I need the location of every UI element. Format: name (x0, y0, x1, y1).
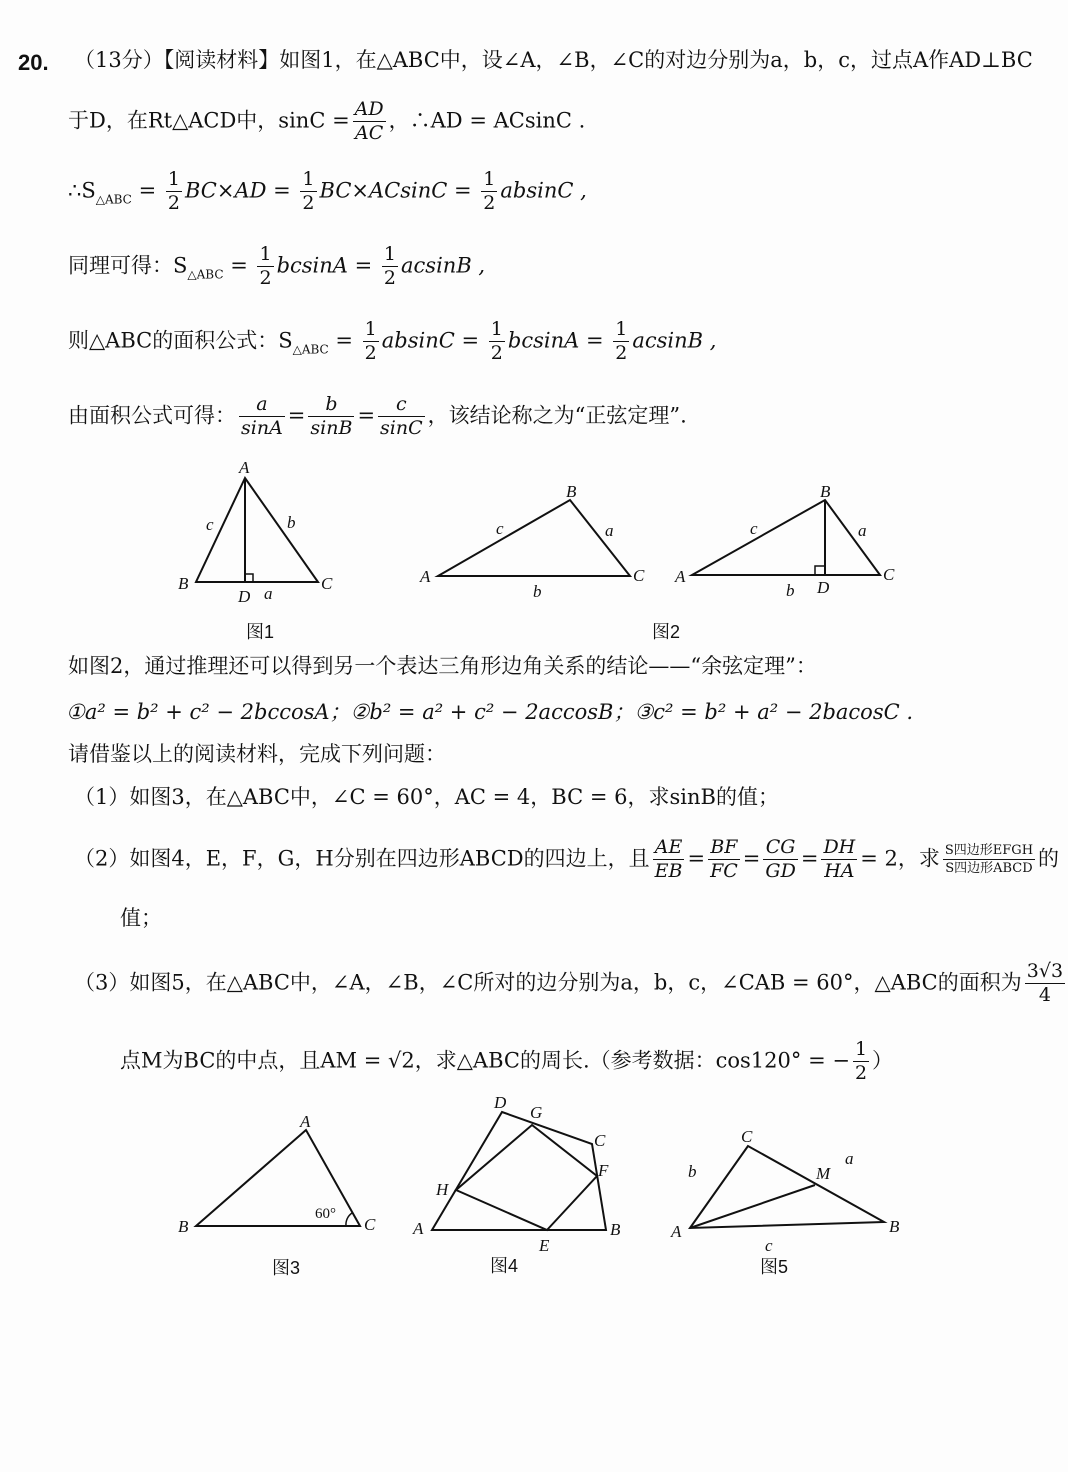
frac-den: 2 (490, 341, 503, 364)
fig4-quadrilateral (432, 1112, 609, 1230)
p2-mid: = 2，求 (860, 846, 940, 871)
problem-2-cont: 值； (120, 906, 162, 930)
fig4-label-g: G (530, 1103, 543, 1122)
line3-eq: = (138, 178, 157, 203)
frac-den: sinB (310, 416, 353, 439)
fig1-caption: 图1 (246, 622, 275, 642)
fig2-label-c-vertex: C (633, 566, 645, 585)
frac-num: 3√3 (1026, 960, 1064, 982)
p3-line2-pre: 点M为BC的中点，且AM = √2，求△ABC的周长.（参考数据：cos120° = − (120, 1048, 850, 1073)
fig2b-label-side-b: b (786, 581, 795, 600)
line-similar-result: 同理可得：$S_{\triangle ABC}$ = $\frac{1}{2}$ bcsinA = $\frac{1}{2}$ acsinB , (68, 243, 486, 289)
problem-2: （2）如图4，E，F，G，H分别在四边形ABCD的四边上，且 $\frac{AE}{EB}$ = $\frac{BF}{FC}$ = $\frac{CG}{GD}$ = $\frac{DH}{HA}$ = 2，求 $\frac{\text{S四边形EFGH}}{\text{S四边形ABCD}}$ 的 (74, 836, 1060, 882)
fig5-label-side-c: c (765, 1236, 773, 1255)
cosine-intro: 如图2，通过推理还可以得到另一个表达三角形边角关系的结论——“余弦定理”： (68, 654, 817, 678)
frac-den: 2 (854, 1061, 868, 1084)
fig2-label-side-b: b (533, 582, 542, 601)
fig3-label-a: A (300, 1112, 311, 1131)
frac-num: c (378, 395, 425, 417)
p2-pre: （2）如图4，E，F，G，H分别在四边形ABCD的四边上，且 (74, 846, 650, 871)
line4-pre: 同理可得：S (68, 253, 188, 278)
frac-den: HA (824, 859, 855, 882)
fig2-label-side-a: a (605, 521, 614, 540)
frac-den: 2 (167, 191, 180, 214)
frac-den: S四边形ABCD (945, 860, 1033, 876)
fig1-label-a-vertex: A (239, 458, 250, 477)
p2-post: 的 (1038, 846, 1060, 871)
p3-pre: （3）如图5，在△ABC中，∠A，∠B，∠C所对的边分别为a，b，c，∠CAB = 60°，△ABC的面积为 (74, 970, 1022, 995)
fig1-label-side-b: b (287, 513, 296, 532)
fig2b-label-side-a: a (858, 521, 867, 540)
line5-sub: △ABC (292, 342, 329, 357)
fig1-label-b-vertex: B (178, 574, 189, 593)
line6-post: ，该结论称之为“正弦定理”. (427, 403, 687, 428)
question-number: 20. (18, 50, 49, 75)
fig1-label-side-c: c (206, 515, 214, 534)
fig1-label-side-a: a (264, 584, 273, 603)
fig4-label-c: C (594, 1131, 606, 1150)
p3-line2-post: ） (872, 1048, 894, 1073)
frac-den: EB (654, 859, 683, 882)
line-sine-law: 由面积公式可得： $\frac{a}{\sin A}$ = $\frac{b}{\sin B}$ = $\frac{c}{\sin C}$ ，该结论称之为“正弦定理”. (68, 393, 687, 439)
frac-num: 1 (383, 243, 397, 265)
line3-t2: BC×ACsinC = (319, 178, 472, 203)
fig3-angle-arc (346, 1213, 352, 1226)
frac-num: 1 (483, 168, 496, 190)
fig2b-label-b-vertex: B (820, 482, 831, 501)
frac-num: 1 (302, 168, 315, 190)
fig1-label-c-vertex: C (321, 574, 333, 593)
line3-sub: △ABC (95, 192, 132, 207)
fig5-label-side-b: b (688, 1162, 697, 1181)
frac-den: 2 (364, 341, 377, 364)
frac-den: 2 (259, 266, 272, 289)
frac-num: 1 (364, 318, 377, 340)
fig5-label-a: A (671, 1222, 682, 1241)
cosine-law: ①a² = b² + c² − 2bccosA；②b² = a² + c² − 2accosB；③c² = b² + a² − 2bacosC . (66, 700, 914, 724)
frac-num: 1 (615, 318, 628, 340)
frac-den: sinA (241, 416, 283, 439)
line3-t1: BC×AD = (184, 178, 291, 203)
line5-t2: bcsinA = (507, 328, 604, 353)
frac-num: 1 (259, 243, 272, 265)
line-area-formula: 则△ABC的面积公式：$S_{\triangle ABC}$ = $\frac{1}{2}$ absinC = $\frac{1}{2}$ bcsinA = $\frac{1}{2}$ acsinB , (68, 318, 717, 364)
line4-t2: acsinB , (401, 253, 486, 278)
fig3-label-c: C (364, 1215, 376, 1234)
frac-num: S四边形EFGH (944, 843, 1034, 859)
fig3-angle-label: 60° (315, 1206, 336, 1222)
frac-num: CG (763, 838, 797, 860)
frac-num: b (308, 395, 354, 417)
frac-num: 1 (490, 318, 503, 340)
fig4-label-b: B (610, 1220, 621, 1239)
fig2b-label-side-c: c (750, 519, 758, 538)
line5-t1: absinC = (381, 328, 480, 353)
fig5-label-side-a: a (845, 1149, 854, 1168)
line5-t3: acsinB , (632, 328, 717, 353)
frac-den: sinC (380, 416, 423, 439)
line2-post: ，∴AD = ACsinC . (388, 108, 586, 133)
line3-t3: absinC , (500, 178, 587, 203)
fig4-label-e: E (539, 1236, 550, 1255)
fig3-label-b: B (178, 1217, 189, 1236)
line3-pre: ∴S (68, 178, 96, 203)
fig4-label-d: D (494, 1093, 507, 1112)
line4-t1: bcsinA = (276, 253, 373, 278)
fig4-caption: 图4 (490, 1256, 519, 1276)
line4-sub: △ABC (187, 267, 224, 282)
frac-den: 2 (615, 341, 628, 364)
frac-num: AD (354, 98, 384, 120)
fig5-label-c: C (741, 1127, 753, 1146)
frac-num: AE (653, 838, 685, 860)
fig2b-label-a-vertex: A (675, 567, 686, 586)
fig2-label-a-vertex: A (420, 567, 431, 586)
fig3-caption: 图3 (272, 1258, 301, 1278)
fig4-label-f: F (598, 1161, 609, 1180)
fig5-triangle (690, 1146, 884, 1228)
fig2-label-side-c: c (496, 519, 504, 538)
fig2b-label-d: D (817, 578, 830, 597)
fig5-label-b: B (889, 1217, 900, 1236)
fig4-label-a: A (413, 1219, 424, 1238)
frac-num: a (239, 395, 285, 417)
figure-4 (432, 1112, 609, 1230)
frac-den: 4 (1038, 983, 1051, 1006)
fig5-median-am (690, 1185, 815, 1228)
frac-num: BF (708, 838, 740, 860)
fig2b-label-c-vertex: C (883, 565, 895, 584)
problem-1: （1）如图3，在△ABC中，∠C = 60°，AC = 4，BC = 6，求sinB的值； (74, 785, 779, 809)
frac-den: 2 (483, 191, 496, 214)
frac-num: DH (823, 836, 856, 858)
fig2-label-b-vertex: B (566, 482, 577, 501)
frac-num: 1 (854, 1038, 868, 1060)
figure-5 (690, 1146, 884, 1228)
fig4-inner-quadrilateral (456, 1125, 597, 1230)
fig1-label-d: D (238, 587, 251, 606)
line2-pre: 于D，在Rt△ACD中，sinC = (68, 108, 350, 133)
fig5-caption: 图5 (760, 1257, 789, 1277)
frac-den: 2 (302, 191, 315, 214)
frac-den: FC (710, 859, 738, 882)
instruction: 请借鉴以上的阅读材料，完成下列问题： (68, 742, 446, 766)
fig4-label-h: H (436, 1180, 449, 1199)
fig2-caption: 图2 (652, 622, 681, 642)
question-header: （13分）【阅读材料】如图1，在△ABC中，设∠A，∠B，∠C的对边分别为a，b，c，过点A作AD⊥BC (74, 48, 1033, 72)
line5-pre: 则△ABC的面积公式：S (68, 328, 293, 353)
frac-num: 1 (167, 168, 180, 190)
frac-den: GD (765, 859, 796, 882)
fig5-label-m: M (816, 1164, 831, 1183)
frac-den: 2 (383, 266, 397, 289)
frac-den: AC (355, 121, 384, 144)
line6-pre: 由面积公式可得： (68, 403, 236, 428)
